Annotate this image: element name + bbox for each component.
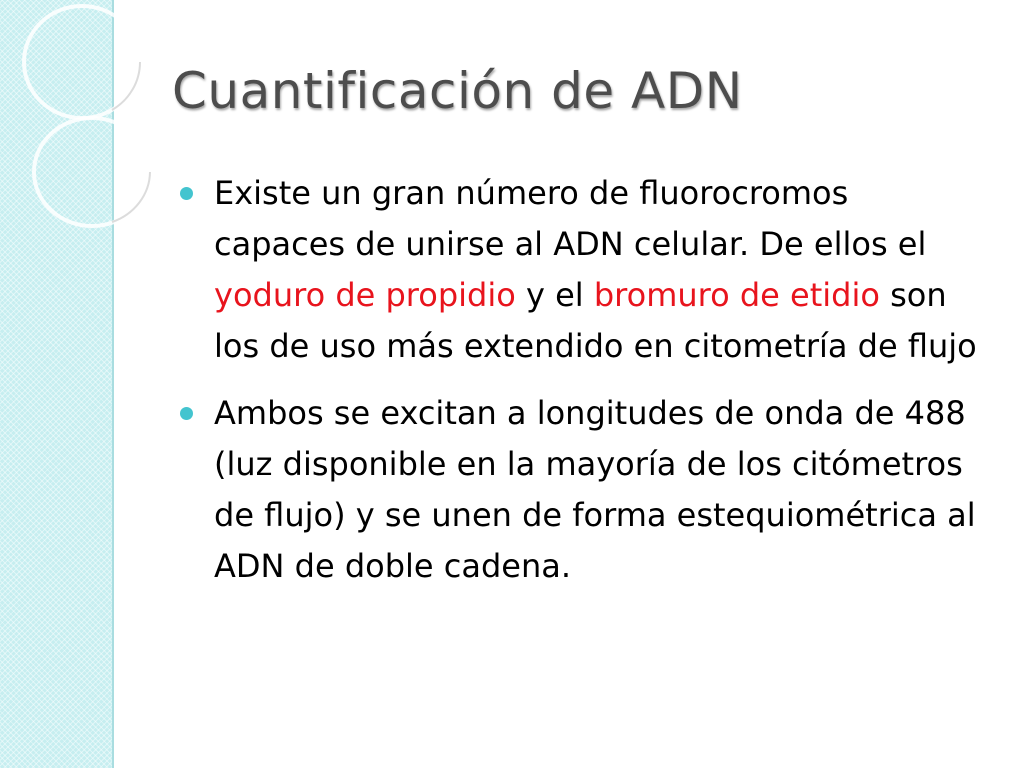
bullet-dot-icon xyxy=(180,407,193,420)
slide-title: Cuantificación de ADN xyxy=(172,62,743,120)
bullet-item-fluorochromes xyxy=(180,168,980,372)
bullet-text-part: Existe un gran número de fluorocromos capaces de unirse al ADN celular. De ellos el xyxy=(214,174,927,263)
bullet-text-part: son los de uso más extendido en citometría de flujo xyxy=(214,276,977,365)
bullet-list xyxy=(180,168,980,608)
highlight-propidium-iodide: yoduro de propidio xyxy=(214,276,516,314)
bullet-item-excitation xyxy=(180,388,980,592)
highlight-ethidium-bromide: bromuro de etidio xyxy=(593,276,880,314)
bullet-dot-icon xyxy=(180,187,193,200)
bullet-text: Ambos se excitan a longitudes de onda de 488 (luz disponible en la mayoría de los citómetros de flujo) y se unen de forma estequiométrica al ADN de doble cadena. xyxy=(214,394,976,585)
bullet-text-part: y el xyxy=(515,276,594,314)
